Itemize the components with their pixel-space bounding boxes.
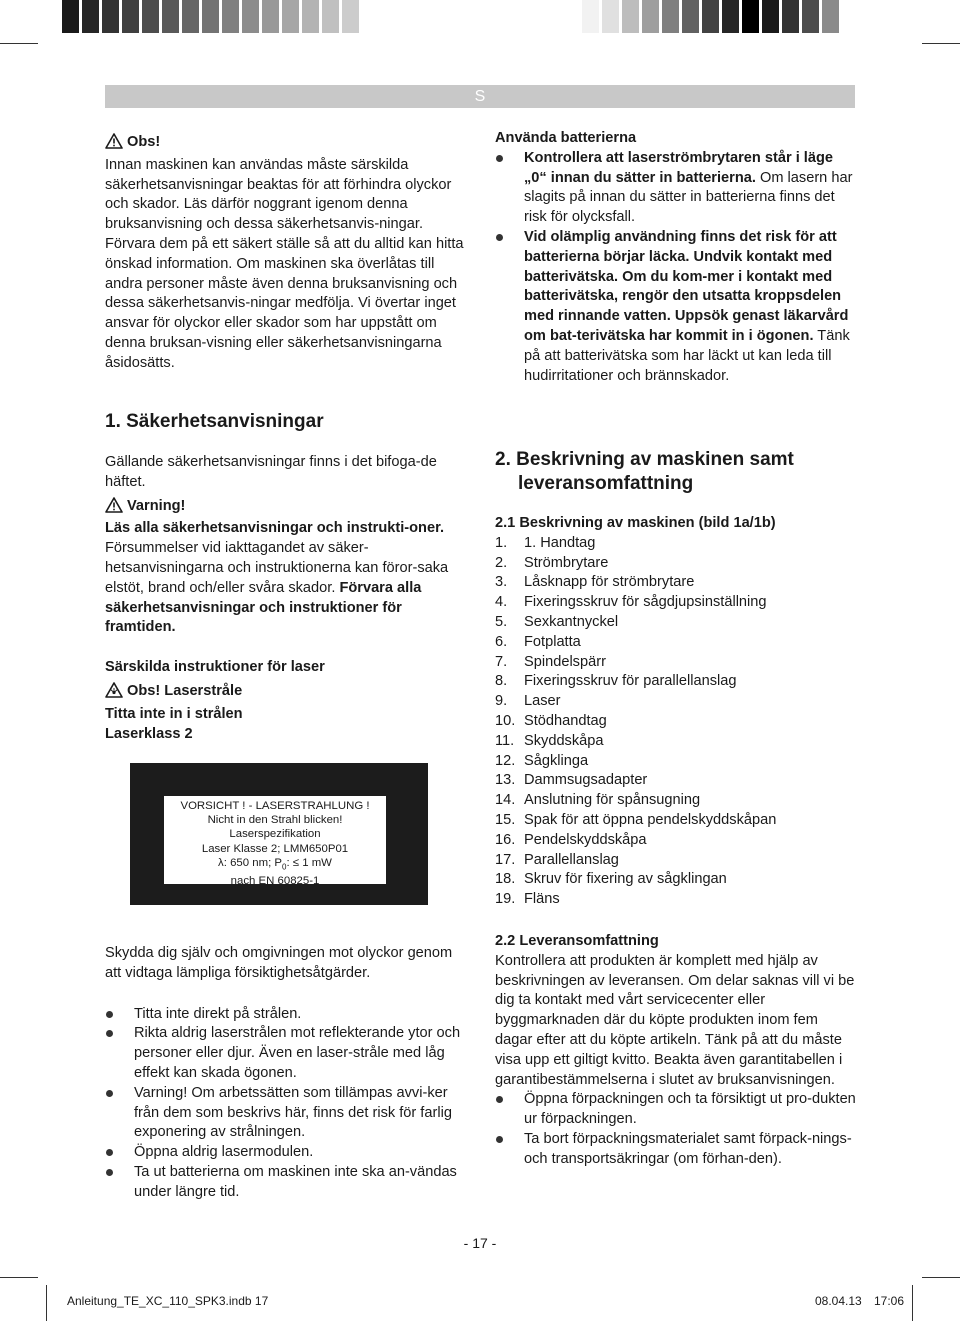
color-swatch — [122, 0, 139, 33]
part-item — [495, 554, 859, 574]
delivery-section — [495, 932, 859, 1170]
part-item — [495, 712, 859, 732]
footer-file-name: Anleitung_TE_XC_110_SPK3.indb 17 — [67, 1294, 269, 1308]
sub22-text: Kontrollera att produkten är komplett med hjälp av beskrivningen av leveransen. Om delar saknas vill vi be dig ta kontakt med vårt servicecenter eller byggmarknaden där du köpte produkten inom fem dagar efter att du köpte artikeln. Tänk på att du måste visa upp ett giltigt kvitto. Beakta även garantitabellen i garantibestämmelserna i slutet av bruksanvisningen. — [495, 952, 855, 1088]
part-label: Stödhandtag — [524, 712, 607, 729]
part-number: 19. — [495, 891, 516, 908]
part-label: Fixeringsskruv för parallellanslag — [524, 673, 737, 690]
left-column — [105, 133, 471, 374]
part-item — [495, 791, 859, 811]
part-number: 4. — [495, 594, 508, 611]
part-label: Spindelspärr — [524, 653, 606, 670]
part-item — [495, 752, 859, 772]
battery-b1-bold: Kontrollera att laserströmbrytaren står i läge „0“ innan du sätter in batterierna. — [524, 149, 834, 186]
part-item — [495, 732, 859, 752]
part-number: 7. — [495, 653, 508, 670]
laser-label-line-6: nach EN 60825-1 — [230, 875, 320, 888]
part-label: Anslutning för spånsugning — [524, 792, 701, 809]
color-swatch — [182, 0, 199, 33]
warning-bold-2: Förvara alla säkerhetsanvisningar och instruktioner för framtiden. — [105, 579, 422, 636]
part-number: 10. — [495, 712, 516, 729]
laser-warning-label — [130, 763, 428, 905]
color-swatch — [242, 0, 259, 33]
battery-b2-text: Tänk på att batterivätska som har läckt ut kan leda till hudirritationer och brännskador. — [524, 327, 850, 384]
part-number: 11. — [495, 732, 515, 749]
sub22-title: 2.2 Leveransomfattning — [495, 933, 659, 949]
part-item — [495, 613, 859, 633]
part-label: Laser — [524, 693, 561, 710]
crop-mark — [0, 43, 38, 44]
laser-label-line-4: Laser Klasse 2; LMM650P01 — [201, 842, 349, 855]
parts-list — [495, 534, 859, 910]
section2-title-line-1: 2. Beskrivning av maskinen samt — [495, 449, 794, 470]
footer-date: 08.04.13 — [815, 1294, 862, 1308]
list-item — [495, 228, 859, 386]
warning-text: Försummelser vid iakttagandet av säker-hetsanvisningarna och instruktionerna kan föror-saka elstöt, brand och/eller svåra skador. — [105, 540, 449, 596]
laser-label-line-5-sub: 0 — [282, 862, 287, 872]
part-label: Sexkantnyckel — [524, 613, 619, 630]
part-number: 3. — [495, 574, 508, 591]
language-code: S — [474, 88, 486, 105]
part-label: Fixeringsskruv för sågdjupsinställning — [524, 594, 767, 611]
part-item — [495, 573, 859, 593]
crop-mark — [922, 1277, 960, 1278]
color-swatch — [322, 0, 339, 33]
warning-paragraph — [105, 519, 471, 638]
list-item: Varning! Om arbetssätten som tillämpas avvi-ker från dem som beskrivs här, finns det risk för farlig exponering av strålningen. — [105, 1084, 471, 1143]
color-swatch — [222, 0, 239, 33]
section2-title-line-2: leveransomfattning — [518, 473, 694, 494]
color-swatch — [262, 0, 279, 33]
part-label: Skyddskåpa — [524, 732, 604, 749]
sub21-title: 2.1 Beskrivning av maskinen (bild 1a/1b) — [495, 515, 776, 531]
part-item — [495, 534, 859, 554]
part-label: Spak för att öppna pendelskyddskåpan — [524, 811, 777, 828]
laser-warning-icon — [105, 682, 123, 705]
battery-b2-bold: Vid olämplig användning finns det risk för att batterierna börjar läcka. Undvik kontakt med batterivätska. Om du kom-mer i kontakt med batterivätska, rengör den utsatta kroppsdelen med rinnande vatten. Uppsök genast läkarvård om bat-terivätska har kommit in i ögonen. — [524, 228, 849, 344]
part-label: Fläns — [524, 891, 560, 908]
battery-section — [495, 129, 859, 386]
color-swatch — [762, 0, 779, 33]
part-number: 5. — [495, 613, 508, 630]
part-number: 16. — [495, 831, 516, 848]
part-item — [495, 890, 859, 910]
laser-protection — [105, 944, 471, 1203]
laser-label-line-1: VORSICHT ! - LASERSTRAHLUNG ! — [180, 800, 370, 812]
part-item — [495, 870, 859, 890]
laser-label-line-3: Laserspezifikation — [229, 828, 321, 841]
crop-mark — [912, 1285, 913, 1321]
color-swatch — [662, 0, 679, 33]
list-item: Titta inte direkt på strålen. — [105, 1005, 471, 1025]
warning-icon — [105, 133, 123, 156]
laser-label-panel — [164, 796, 386, 888]
color-swatch — [282, 0, 299, 33]
laser-obs-text: Obs! Laserstråle — [127, 682, 243, 699]
part-label: Pendelskyddskåpa — [524, 831, 647, 848]
part-item — [495, 831, 859, 851]
color-swatch — [782, 0, 799, 33]
color-swatch — [62, 0, 79, 33]
warning-icon — [105, 497, 123, 520]
warning-label: Varning! — [127, 497, 186, 514]
color-swatch — [682, 0, 699, 33]
laser-heading: Särskilda instruktioner för laser — [105, 659, 325, 676]
part-label: Parallellanslag — [524, 851, 619, 868]
part-item — [495, 672, 859, 692]
part-number: 1. — [495, 534, 508, 551]
part-item — [495, 593, 859, 613]
laser-label-line-5a: λ: 650 nm; P — [218, 856, 282, 869]
crop-mark — [0, 1277, 38, 1278]
color-swatch — [822, 0, 839, 33]
color-swatch — [162, 0, 179, 33]
list-item: Ta ut batterierna om maskinen inte ska an-vändas under längre tid. — [105, 1163, 471, 1203]
color-swatch — [302, 0, 319, 33]
color-swatch — [202, 0, 219, 33]
part-number: 8. — [495, 673, 508, 690]
part-number: 18. — [495, 871, 516, 888]
color-swatch — [342, 0, 359, 33]
color-swatch — [722, 0, 739, 33]
color-swatch — [142, 0, 159, 33]
part-number: 9. — [495, 693, 508, 710]
part-number: 2. — [495, 554, 508, 571]
protect-text: Skydda dig själv och omgivningen mot olyckor genom att vidtaga lämpliga försiktighetsåtgärder. — [105, 945, 453, 981]
list-item: Rikta aldrig laserstrålen mot reflekterande ytor och personer eller djur. Även en laser-stråle med låg effekt kan skada ögonen. — [105, 1024, 471, 1083]
section1-title: 1. Säkerhetsanvisningar — [105, 411, 324, 432]
page-number: - 17 - — [463, 1235, 497, 1251]
part-number: 15. — [495, 811, 516, 828]
part-item — [495, 851, 859, 871]
part-number: 17. — [495, 851, 516, 868]
part-label: Strömbrytare — [524, 554, 609, 571]
part-item — [495, 771, 859, 791]
language-band — [105, 85, 855, 108]
part-number: 6. — [495, 633, 508, 650]
list-item: Ta bort förpackningsmaterialet samt förpack-nings- och transportsäkringar (om förhan-den). — [495, 1130, 859, 1170]
part-label: Skruv för fixering av sågklingan — [524, 871, 727, 888]
list-item: Öppna aldrig lasermodulen. — [105, 1143, 471, 1163]
color-bar-left — [62, 0, 362, 33]
obs-heading — [105, 133, 471, 156]
part-number: 14. — [495, 792, 516, 809]
color-swatch — [602, 0, 619, 33]
section-2 — [495, 448, 859, 910]
color-swatch — [802, 0, 819, 33]
laser-bullet-list — [105, 1005, 471, 1203]
part-item — [495, 811, 859, 831]
section-1 — [105, 410, 471, 744]
part-number: 12. — [495, 752, 516, 769]
laser-label-line-2: Nicht in den Strahl blicken! — [207, 814, 343, 827]
warning-heading — [105, 497, 471, 520]
color-swatch — [102, 0, 119, 33]
obs-title: Obs! — [127, 134, 161, 150]
warning-bold: Läs alla säkerhetsanvisningar och instrukti-oner. — [105, 520, 445, 537]
delivery-bullet-list — [495, 1090, 859, 1169]
color-swatch — [622, 0, 639, 33]
part-item — [495, 692, 859, 712]
battery-b1-text: Om lasern har slagits på innan du sätter in batterierna finns det risk för olycksfall. — [524, 169, 853, 226]
part-number: 13. — [495, 772, 516, 789]
crop-mark — [46, 1285, 47, 1321]
color-swatch — [582, 0, 599, 33]
laser-label-line-5 — [164, 856, 386, 874]
part-label: 1. Handtag — [524, 534, 596, 551]
color-bar-right — [582, 0, 842, 33]
laser-label-line-5b: : ≤ 1 mW — [286, 856, 332, 869]
footer-time: 17:06 — [874, 1294, 905, 1308]
color-swatch — [702, 0, 719, 33]
laser-line-3: Laserklass 2 — [105, 725, 193, 742]
color-swatch — [82, 0, 99, 33]
part-label: Dammsugsadapter — [524, 772, 648, 789]
part-item — [495, 653, 859, 673]
color-swatch — [742, 0, 759, 33]
list-item: Öppna förpackningen och ta försiktigt ut pro-dukten ur förpackningen. — [495, 1090, 859, 1130]
laser-obs — [105, 682, 471, 705]
color-swatch — [642, 0, 659, 33]
section1-text: Gällande säkerhetsanvisningar finns i det bifoga-de häftet. — [105, 454, 437, 490]
battery-bullet-list — [495, 149, 859, 387]
battery-title: Använda batterierna — [495, 130, 637, 146]
intro-text: Innan maskinen kan användas måste särskilda säkerhetsanvisningar beaktas för att förhindra olyckor och skador. Läs därför noggrant igenom denna bruksanvisning och dessa säkerhetsanvis-ningar. Förvara dem på ett säkert ställe så att du alltid kan hitta önskad information. Om maskinen ska överlåtas till andra personer måste även denna bruksanvisning och dessa säkerhetsanvis-ningar medfölja. Vi övertar inget ansvar för olyckor eller skador som har uppstått om denna bruksan-visning eller säkerhetsanvisningarna åsidosätts. — [105, 156, 464, 371]
list-item — [495, 149, 859, 228]
part-label: Sågklinga — [524, 752, 589, 769]
part-label: Fotplatta — [524, 633, 581, 650]
part-item — [495, 633, 859, 653]
crop-mark — [922, 43, 960, 44]
part-label: Låsknapp för strömbrytare — [524, 574, 695, 591]
laser-line-2: Titta inte in i strålen — [105, 705, 243, 722]
